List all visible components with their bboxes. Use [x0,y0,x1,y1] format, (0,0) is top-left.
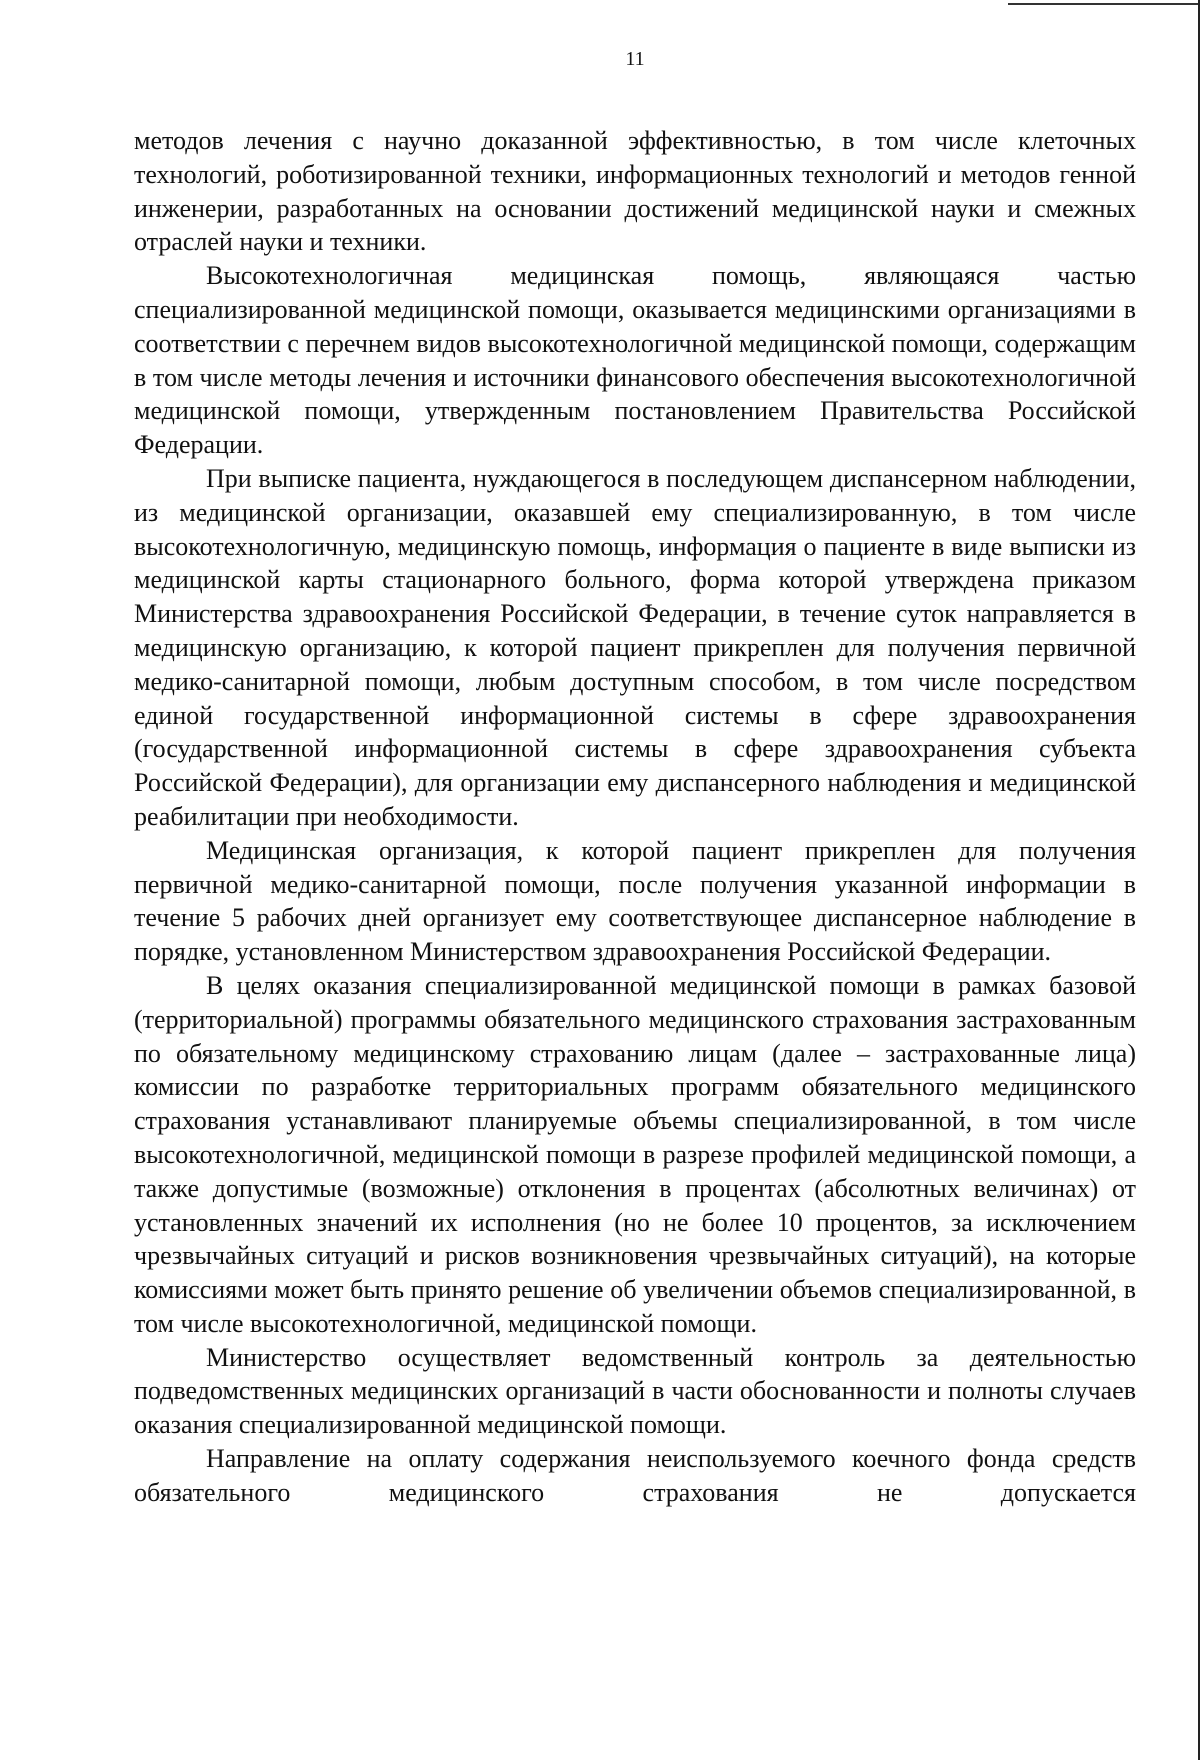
paragraph-bed-fund: Направление на оплату содержания неиспользуемого коечного фонда средств обязательного медицинского страхования не допускается [134,1444,1136,1507]
paragraph-dispensary-observation: Медицинская организация, к которой пациент прикреплен для получения первичной медико-санитарной помощи, после получения указанной информации в течение 5 рабочих дней организует ему соответствующее диспансерное наблюдение в порядке, установленном Министерством здравоохранения Российской Федерации. [134,835,1136,967]
scan-edge-top [1008,3,1200,5]
paragraph-continuation: методов лечения с научно доказанной эффективностью, в том числе клеточных технологий, роботизированной техники, информационных технологий и методов генной инженерии, разработанных на основании достижений медицинской науки и смежных отраслей науки и техники. [134,126,1136,257]
page-number: 11 [625,48,645,70]
paragraph-ministry-control: Министерство осуществляет ведомственный контроль за деятельностью подведомственных медицинских организаций в части обоснованности и полноты случаев оказания специализированной медицинской помощи. [134,1342,1136,1440]
paragraph-patient-discharge: При выписке пациента, нуждающегося в последующем диспансерном наблюдении, из медицинской организации, оказавшей ему специализированную, в том числе высокотехнологичную, медицинскую помощь, информация о пациенте в виде выписки из медицинской карты стационарного больного, форма которой утверждена приказом Министерства здравоохранения Российской Федерации, в течение суток направляется в медицинскую организацию, к которой пациент прикреплен для получения первичной медико-санитарной помощи, любым доступным способом, в том числе посредством единой государственной информационной системы в сфере здравоохранения (государственной информационной системы в сфере здравоохранения субъекта Российской Федерации), для организации ему диспансерного наблюдения и медицинской реабилитации при необходимости. [134,463,1136,831]
document-body [134,124,1136,1510]
paragraph-high-tech-care: Высокотехнологичная медицинская помощь, являющаяся частью специализированной медицинской помощи, оказывается медицинскими организациями в соответствии с перечнем видов высокотехнологичной медицинской помощи, содержащим в том числе методы лечения и источники финансового обеспечения высокотехнологичной медицинской помощи, утвержденным постановлением Правительства Российской Федерации. [134,261,1136,460]
paragraph-specialized-care-volumes: В целях оказания специализированной медицинской помощи в рамках базовой (территориальной) программы обязательного медицинского страхования застрахованным по обязательному медицинскому страхованию лицам (далее – застрахованные лица) комиссии по разработке территориальных программ обязательного медицинского страхования устанавливают планируемые объемы специализированной, в том числе высокотехнологичной, медицинской помощи в разрезе профилей медицинской помощи, а также допустимые (возможные) отклонения в процентах (абсолютных величинах) от установленных значений их исполнения (но не более 10 процентов, за исключением чрезвычайных ситуаций и рисков возникновения чрезвычайных ситуаций), на которые комиссиями может быть принято решение об увеличении объемов специализированной, в том числе высокотехнологичной, медицинской помощи. [134,970,1136,1338]
